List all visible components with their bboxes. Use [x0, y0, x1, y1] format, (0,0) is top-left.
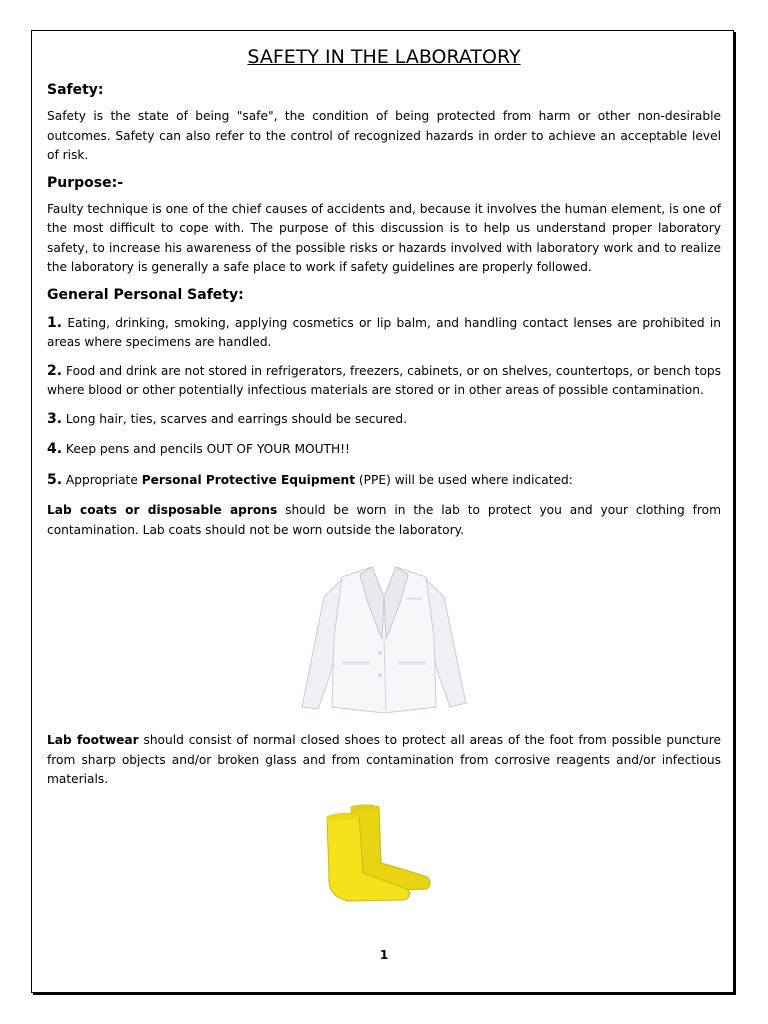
item-number: 2. — [47, 362, 63, 379]
list-item — [47, 440, 721, 460]
item-text: Keep pens and pencils OUT OF YOUR MOUTH!! — [62, 442, 350, 456]
item-text: Food and drink are not stored in refrigerators, freezers, cabinets, or on shelves, countertops, or bench tops where blood or other potentially infectious materials are stored or in other areas of possible contamination. — [47, 363, 721, 397]
page-title: SAFETY IN THE LABORATORY — [247, 46, 521, 68]
list-item — [47, 471, 721, 491]
general-safety-heading: General Personal Safety: — [47, 286, 244, 303]
page-number: 1 — [379, 948, 389, 962]
item-number: 4. — [47, 441, 63, 457]
item-number: 3. — [47, 410, 63, 427]
item-text-post: (PPE) will be used where indicated: — [355, 472, 573, 487]
item-text-pre: Appropriate — [62, 472, 142, 487]
boots-figure — [47, 799, 721, 911]
lab-footwear-paragraph — [47, 731, 721, 790]
item-text: Eating, drinking, smoking, applying cosmetics or lip balm, and handling contact lenses are prohibited in areas where specimens are handled. — [47, 315, 721, 349]
list-item — [47, 314, 721, 353]
lab-coat-image — [294, 557, 474, 719]
item-number: 1. — [47, 314, 63, 331]
safety-text: Safety is the state of being "safe", the condition of being protected from harm or other non-desirable outcomes. Safety can also refer to the control of recognized hazards in order to achieve an acceptable level of risk. — [47, 109, 721, 162]
item-number: 5. — [47, 471, 63, 488]
lab-coat-figure — [47, 549, 721, 731]
safety-heading: Safety: — [47, 82, 104, 98]
item-text: Long hair, ties, scarves and earrings should be secured. — [62, 411, 407, 426]
document-content — [47, 46, 721, 962]
lab-footwear-text: should consist of normal closed shoes to protect all areas of the foot from possible puncture from sharp objects and/or broken glass and from contamination from corrosive reagents and/or infectious materials. — [47, 733, 721, 786]
list-item — [47, 410, 721, 430]
purpose-text: Faulty technique is one of the chief causes of accidents and, because it involves the human element, is one of the most difficult to cope with. The purpose of this discussion is to help us understand proper laboratory safety, to increase his awareness of the possible risks or hazards involved with laboratory work and to realize the laboratory is generally a safe place to work if safety guidelines are properly followed. — [47, 201, 721, 274]
lab-coats-text: should be worn in the lab to protect you and your clothing from contamination. Lab coats should not be worn outside the laboratory. — [47, 503, 721, 537]
lab-footwear-bold: Lab footwear — [47, 733, 139, 747]
purpose-heading: Purpose:- — [47, 174, 124, 191]
yellow-boot-covers-image — [319, 803, 449, 903]
list-item — [47, 362, 721, 401]
item-text-bold: Personal Protective Equipment — [141, 472, 356, 487]
lab-coats-bold: Lab coats or disposable aprons — [47, 503, 278, 517]
lab-coats-paragraph — [47, 501, 721, 540]
